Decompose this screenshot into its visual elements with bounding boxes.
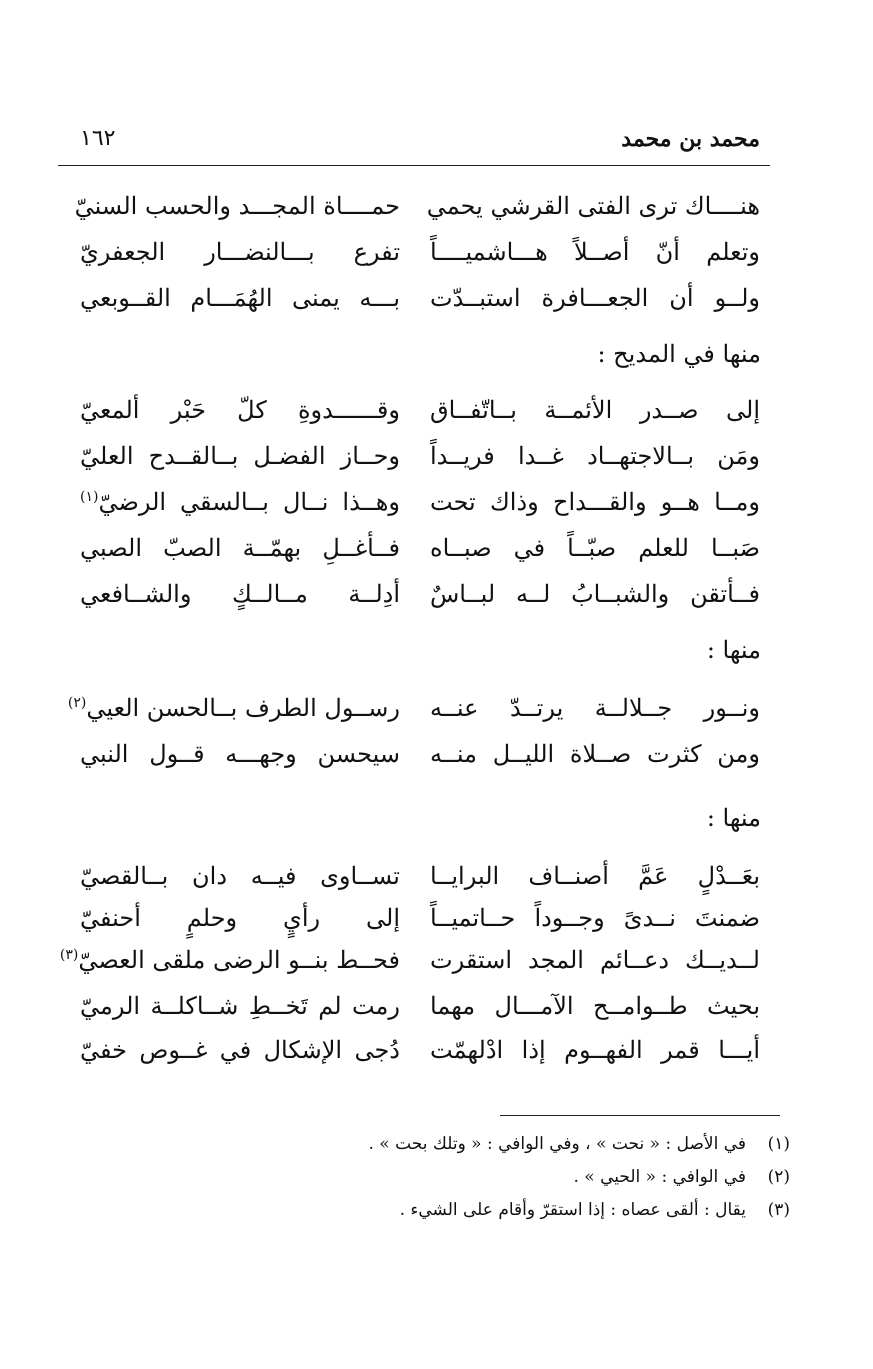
verse-line	[80, 238, 760, 282]
second-hemistich: سيحسن وجهـــه قــول النبي	[80, 740, 400, 768]
footnote	[300, 1167, 790, 1187]
header-rule	[58, 165, 770, 166]
hemistich-text: فحــط بنــو الرضى ملقى العصيّ	[78, 946, 400, 974]
first-hemistich: ومَن بــالاجتهــاد غــدا فريــداً	[430, 442, 760, 470]
hemistich-text: رســول الطرف بــالحسن العيي	[86, 694, 400, 722]
second-hemistich: فــأغــلِ بهمّــة الصبّ الصبي	[80, 534, 400, 562]
first-hemistich: إلى صــدر الأئمــة بــاتّفــاق	[430, 396, 760, 424]
verse-line	[80, 442, 760, 486]
verse-line	[80, 1036, 760, 1080]
second-hemistich	[80, 488, 400, 516]
section-heading: منها :	[706, 636, 761, 664]
footnote-text: في الأصل : « نحت » ، وفي الوافي : « وتلك بحت » .	[368, 1134, 746, 1154]
first-hemistich: هنــــاك ترى الفتى القرشي يحمي	[426, 192, 760, 220]
second-hemistich: أدِلــة مــالــكٍ والشــافعي	[80, 580, 400, 608]
verse-line	[59, 946, 760, 990]
verse-line	[74, 192, 760, 236]
verse-line	[80, 488, 760, 532]
footnote	[300, 1134, 790, 1154]
footnote-number: (١)	[767, 1134, 790, 1154]
first-hemistich: أيـــا قمر الفهــوم إذا ادْلهمّت	[430, 1036, 760, 1064]
footnote-number: (٣)	[767, 1200, 790, 1220]
page-number: ١٦٢	[80, 126, 116, 151]
first-hemistich: ومن كثرت صــلاة الليــل منــه	[430, 740, 760, 768]
section-heading: منها :	[706, 804, 761, 832]
verse-line	[80, 740, 760, 784]
second-hemistich	[67, 694, 400, 722]
second-hemistich: تفرع بـــالنضـــار الجعفريّ	[80, 238, 400, 266]
first-hemistich: ونــور جــلالــة يرتــدّ عنــه	[430, 694, 760, 722]
footnote-text: يقال : ألقى عصاه : إذا استقرّ وأقام على الشيء .	[399, 1200, 746, 1220]
section-heading: منها في المديح :	[597, 340, 761, 368]
footnote	[300, 1200, 790, 1220]
verse-line	[80, 580, 760, 624]
second-hemistich: تســاوى فيــه دان بــالقصيّ	[80, 862, 400, 890]
verse-line	[80, 904, 760, 948]
hemistich-text: وهــذا نــال بــالسقي الرضيّ	[98, 488, 400, 516]
first-hemistich: فــأتقن والشبــابُ لــه لبــاسٌ	[430, 580, 760, 608]
first-hemistich: ومــا هــو والقـــداح وذاك تحت	[430, 488, 760, 516]
first-hemistich: وتعلم أنّ أصــلاً هـــاشميــــاً	[430, 238, 760, 266]
first-hemistich: لــديــك دعــائم المجد استقرت	[430, 946, 760, 974]
verse-line	[80, 862, 760, 906]
first-hemistich: ولــو أن الجعـــافرة استبــدّت	[430, 284, 760, 312]
footnote-marker: (١)	[80, 489, 99, 505]
first-hemistich: صَبــا للعلم صبّــاً في صبــاه	[430, 534, 760, 562]
verse-line	[80, 992, 760, 1036]
second-hemistich	[59, 946, 400, 974]
page-header	[80, 126, 760, 162]
verse-line	[80, 396, 760, 440]
footnote-rule	[500, 1115, 780, 1116]
verse-line	[80, 284, 760, 328]
second-hemistich: وقــــــدوةِ كلّ حَبْر ألمعيّ	[80, 396, 400, 424]
footnote-marker: (٢)	[67, 695, 87, 711]
running-head: محمد بن محمد	[621, 126, 760, 152]
second-hemistich: دُجى الإشكال في غــوص خفيّ	[80, 1036, 400, 1064]
footnote-number: (٢)	[767, 1167, 790, 1187]
footnote-marker: (٣)	[59, 947, 79, 963]
first-hemistich: بعَــدْلٍ عَمَّ أصنــاف البرايــا	[430, 862, 760, 890]
verse-line	[80, 534, 760, 578]
first-hemistich: بحيث طــوامــح الآمـــال مهما	[430, 992, 760, 1020]
second-hemistich: إلى رأيٍ وحلمٍ أحنفيّ	[80, 904, 400, 932]
second-hemistich: رمت لم تَخــطِ شــاكلــة الرميّ	[80, 992, 400, 1020]
verse-line	[67, 694, 760, 738]
second-hemistich: بـــه يمنى الهُمَـــام القــوبعي	[80, 284, 400, 312]
footnote-text: في الوافي : « الحيي » .	[573, 1167, 746, 1187]
first-hemistich: ضمنتَ نــدىً وجــوداً حــاتميــاً	[430, 904, 760, 932]
second-hemistich: حمــــاة المجـــد والحسب السنيّ	[74, 192, 400, 220]
second-hemistich: وحــاز الفضـل بــالقــدح العليّ	[80, 442, 400, 470]
